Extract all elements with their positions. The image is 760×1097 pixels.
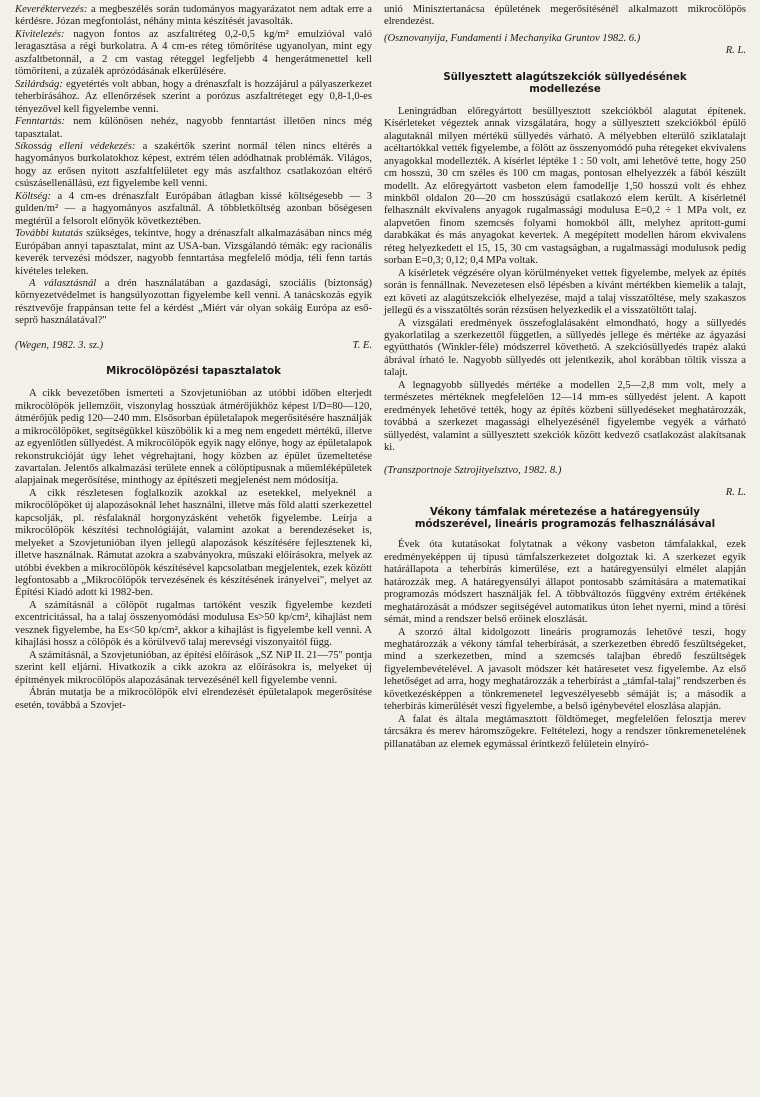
article-title-block (384, 507, 746, 531)
author-initials: R. L. (725, 45, 746, 57)
paragraph-lead: Síkosság elleni védekezés: (15, 140, 136, 152)
paragraph: A legnagyobb süllyedés mértéke a modellen 2,5—2,8 mm volt, mely a természetes mértéknek megfelelően 12—14 mm-es süllyedést jelent. A kapott eredmények lehetővé tették, hogy az építés közbeni süllyedéseket meghatározzák, továbbá a szerkezet magassági elhelyezésénél figyelembe vegyék a várható süllyedést, valamint a süllyesztett szekciók között kedvező csatlakozást alakítsanak ki. (384, 379, 746, 454)
paragraph-text: a drén használatában a gazdasági, szociális (biztonság) környezetvédelmet is hangsúlyozottan figyelembe kell venni. A tanácskozás egyik résztvevője frappánsan tette fel a kérdést „Miért vár olyan sokáig Európa az eső-seprő használatával?" (15, 277, 372, 327)
paragraph-text: a megbeszélés során tudományos magyarázatot nem adtak erre a kérdésre. Józan megfontolást, néhány minta készítését javasolták. (15, 4, 372, 28)
paragraph-text: nagyon fontos az aszfaltréteg 0,2-0,5 kg/m² emulzióval való leragasztása a régi burkolatra. A 4 cm-es réteg tömörítése ugyanolyan, mint egy aszfaltbetonnál, a 2 cm vastag réteggel legfeljebb 4 hengerátmenettel kell tömöríteni, a zúzalék aprózódásának elkerülésére. (15, 28, 372, 78)
paragraph-lead: Keveréktervezés: (15, 4, 88, 15)
article-title-block (384, 72, 746, 96)
paragraph: A vizsgálati eredmények összefoglalásaként elmondható, hogy a süllyedés gyakorlatilag a szerkezettől független, a süllyedés jellege és mértéke az ágyazási együtthatós (Winkler-féle) módszerrel követhető. A szekciósüllyedés trapéz alakú ábrával írható le. Nagyobb süllyedés ott jelentkezik, ahol korábban töltik vissza a talajt. (384, 317, 746, 379)
source-citation: (Transzportnoje Sztrojityelsztvo, 1982. 8.) (384, 464, 562, 476)
paragraph-lead: Szilárdság: (15, 78, 63, 90)
left-column (15, 4, 372, 712)
article-title: Vékony támfalak méretezése a határegyensúly (430, 507, 700, 519)
paragraph-text: szükséges, tekintve, hogy a drénaszfalt alkalmazásában nincs még Európában annyi tapasztalat, mint az USA-ban. Vizsgálandó témák: egy racionális keverék tervezési módszer, nagyobb fenntartása megfelelő módja, téli fenn tartás kivételes teleken. (15, 228, 372, 277)
paragraph: A falat és általa megtámasztott földtömeget, megfelelően felosztja merev tárcsákra és merev háromszögekre. Feltételezi, hogy a rendszer tönkremenetelének pillanatában az elemek egymással érintkező felületein elnyíró- (384, 713, 746, 750)
paragraph: Évek óta kutatásokat folytatnak a vékony vasbeton támfalakkal, ezek eredményeképpen új típusú támfalszerkezetet dolgoztak ki. A szerkezet egyik határállapota a teherbírás kimerülése, ezt a határegyensúlyi elmélet alapján határozzák meg. A határegyensúlyi állapot pontosabb számítására a matematikai programozás módszert használják fel. A többváltozós függvény extrém értékének meghatározását a módszer segítségével automatikus úton lehet nyerni, mind a törési sémát, mind a rendszer belső erőinek eloszlását. (384, 539, 746, 626)
paragraph-lead: Kivitelezés: (15, 28, 65, 40)
article-title-line2: módszerével, lineáris programozás felhasználásával (414, 519, 716, 531)
source-citation: (Wegen, 1982. 3. sz.) (15, 339, 104, 351)
paragraph (15, 29, 372, 79)
paragraph-lead: A választásnál (29, 277, 97, 289)
paragraph-lead: További kutatás (15, 228, 83, 240)
paragraph (15, 4, 372, 29)
article-title-line2: modellezése (529, 83, 601, 95)
paragraph: A cikk részletesen foglalkozik azokkal az esetekkel, melyeknél a mikrocölöpöket új alapozásoknál lehet használni, illetve más föld alatti szerkezettel kapcsolják, pl. résfalaknál horgonyzásként vehetők figyelembe. Leírja a mikrocölöpök készítési technológiáját, valamint azokat a berendezéseket is, melyeket a Szovjetunióban ilyen jellegű alapozások készítésére fejlesztenek ki, illetve használnak. Rámutat azokra a szabványokra, műszaki előírásokra, melyek az utóbbi években a mikrocölöpök készítésével kapcsolatban megjelentek, ezek között legfontosabb a „Mikrocölöpök tervezésének és készítésének irányelvei", melyet az Építési Kiadó adott ki 1982-ben. (15, 487, 372, 599)
paragraph-lead: Fenntartás: (15, 116, 66, 128)
paragraph: Ábrán mutatja be a mikrocölöpök elvi elrendezését épületalapok megerősítése esetén, továbbá a Szovjet- (15, 687, 372, 711)
paragraph: A kísérletek végzésére olyan körülményeket vettek figyelembe, melyek az építés során is fennállnak. Nevezetesen első lépésben a kívánt mértékben kiemelik a talajt, ezt követi az alagútszekciók elhelyezése, majd a talaj visszatöltése, mely szakaszos jellegű és a visszatöltés során rézsűsen helyezkedik el a visszatöltött talaj. (384, 267, 746, 317)
paragraph-text: nem különösen nehéz, nagyobb fenntartást illetően nincs még tapasztalat. (15, 116, 372, 140)
author-initials: T. E. (352, 339, 372, 351)
paragraph: A cikk bevezetőben ismerteti a Szovjetunióban az utóbbi időben elterjedt mikrocölöpök jellemzőit, viszonylag hosszúak átmérőjükhöz képest l/D=80—120, átmérőjük pedig 120—240 mm. Elsősorban épületalapok megerősítésére használják a mikrocölöpöket, segítségükkel küszöbölik ki a meg nem engedett mértékű, illetve az egyenlőtlen süllyedést. A mikrocölöpök egyik nagy előnye, hogy az épületalapok rekonstrukcióját úgy lehet végrehajtani, hogy közben az épület üzemeltetése zavartalan. Jelentős alkalmazási területe ennek a cölöptípusnak a műemléképületek alapjainak megerősítése, minthogy az építészeti megjelenést nem módosítja. (15, 388, 372, 487)
author-initials: R. L. (725, 486, 746, 498)
paragraph (15, 278, 372, 328)
paragraph (15, 228, 372, 278)
right-column (384, 4, 746, 751)
source-citation-line (15, 340, 372, 352)
article-title: Mikrocölöpözési tapasztalatok (106, 366, 281, 378)
source-citation: (Osznovanyija, Fundamenti i Mechanyika Gruntov 1982. 6.) (384, 32, 641, 44)
paragraph-text: a 4 cm-es drénaszfalt Európában átlagban kissé költségesebb — 3 gulden/m² — a hagyományos aszfaltnál. A többletköltség azonban bőségesen megtérül a felsorolt előnyök következtében. (15, 190, 372, 227)
paragraph: A számításnál, a Szovjetunióban, az építési előírások „SZ NiP II. 21—75" pontja szerint kell eljárni. Hivatkozik a cikk azokra az előírásokra is, melyeket új építmények mikrocölöpös alapozásának tervezésénél kell figyelembe venni. (15, 649, 372, 686)
paragraph (15, 116, 372, 141)
paragraph: A szorzó által kidolgozott lineáris programozás lehetővé teszi, hogy meghatározzák a vékony támfal teherbírását, a szerkezetben ébredő feszültségeket, mind a szerkezetben, mind a szemcsés talajban ébredő feszültségek figyelembevételével. A javasolt módszer két határesetet vesz figyelembe. Az első lehetőséget ad arra, hogy meghatározzák a teherbírást a „támfal-talaj" rendszerben és következésképpen a tönkremenetel legveszélyesebb sémáját is; a második a teherbírás kimerülését veszi figyelembe, a belső igénybevétel eloszlása alapján. (384, 626, 746, 713)
paragraph: A számításnál a cölöpöt rugalmas tartóként veszik figyelembe kezdeti excentricitással, ha a talaj összenyomódási modulusa Es>50 kp/cm², kihajlást nem vesznek figyelembe, ha Es<50 kp/cm², akkor a kihajlást is figyelembe kell venni. A kihajlási hossz a cölöpök és a körülvevő talaj merevségi viszonyaitól függ. (15, 599, 372, 649)
paragraph-text: egyetértés volt abban, hogy a drénaszfalt is hozzájárul a pályaszerkezet teherbírásához. Az ellenőrzések szerint a porózus aszfaltréteget egy 0,8-1,0-es tényezővel kell figyelembe venni. (15, 78, 372, 115)
article-title-block (15, 366, 372, 378)
paragraph: unió Minisztertanácsa épületének megerősítésénél alkalmazott mikrocölöpös elrendezést. (384, 4, 746, 28)
paragraph-lead: Költség: (15, 190, 51, 202)
paragraph: Leningrádban előregyártott besüllyesztott szekciókból alagutat építenek. Kísérleteket végeztek annak vizsgálatára, hogy a süllyesztett szekciókból épülő alagutaknál milyen mértékű süllyedés várható. A mélyebben elterülő sziklatalajt acéltartókkal vették figyelembe, a fölött az összenyomódó puha rétegeket ekvivalens anyagokkal modellezték. A kísérlet léptéke 1 : 50 volt, ami lehetővé tette, hogy 250 cm hosszú, 30 cm széles és 100 cm magas, pontosan elhelyezzék a fából készült modellt. Az előregyártott vasbeton elem famodellje 1,50 hosszú volt és ehhez minkből oldalon 20—20 cm hosszúságú csatlakozó elem került. A kísérletnél felhasznált ekvivalens anyagok rugalmassági modulusa E=0,2 ÷ 1 MPa volt, ez alapvetően finom szemcsés folyami homokból állt, melyhez aprított-gumi darabkákat és más anyagokat kevertek. A megépített modellen három ekvivalens réteg helyezkedett el 15, 15, 30 cm vastagságban, a rugalmassági modulusok pedig sorban E=0,3; 0,12; 0,4 MPa voltak. (384, 105, 746, 267)
article-title: Süllyesztett alagútszekciók süllyedésének (443, 71, 687, 83)
paragraph (15, 191, 372, 228)
paragraph (15, 79, 372, 116)
paragraph-text: a szakértők szerint normál télen nincs eltérés a hagyományos burkolatokhoz képest, extrém télen adódhatnak problémák. Világos, hogy az erősen nyitott aszfaltfelületet egy más aszfalthoz csatlakozóan eltérő csúszásellenállású, ezt figyelembe kell venni. (15, 140, 372, 190)
paragraph (15, 141, 372, 191)
